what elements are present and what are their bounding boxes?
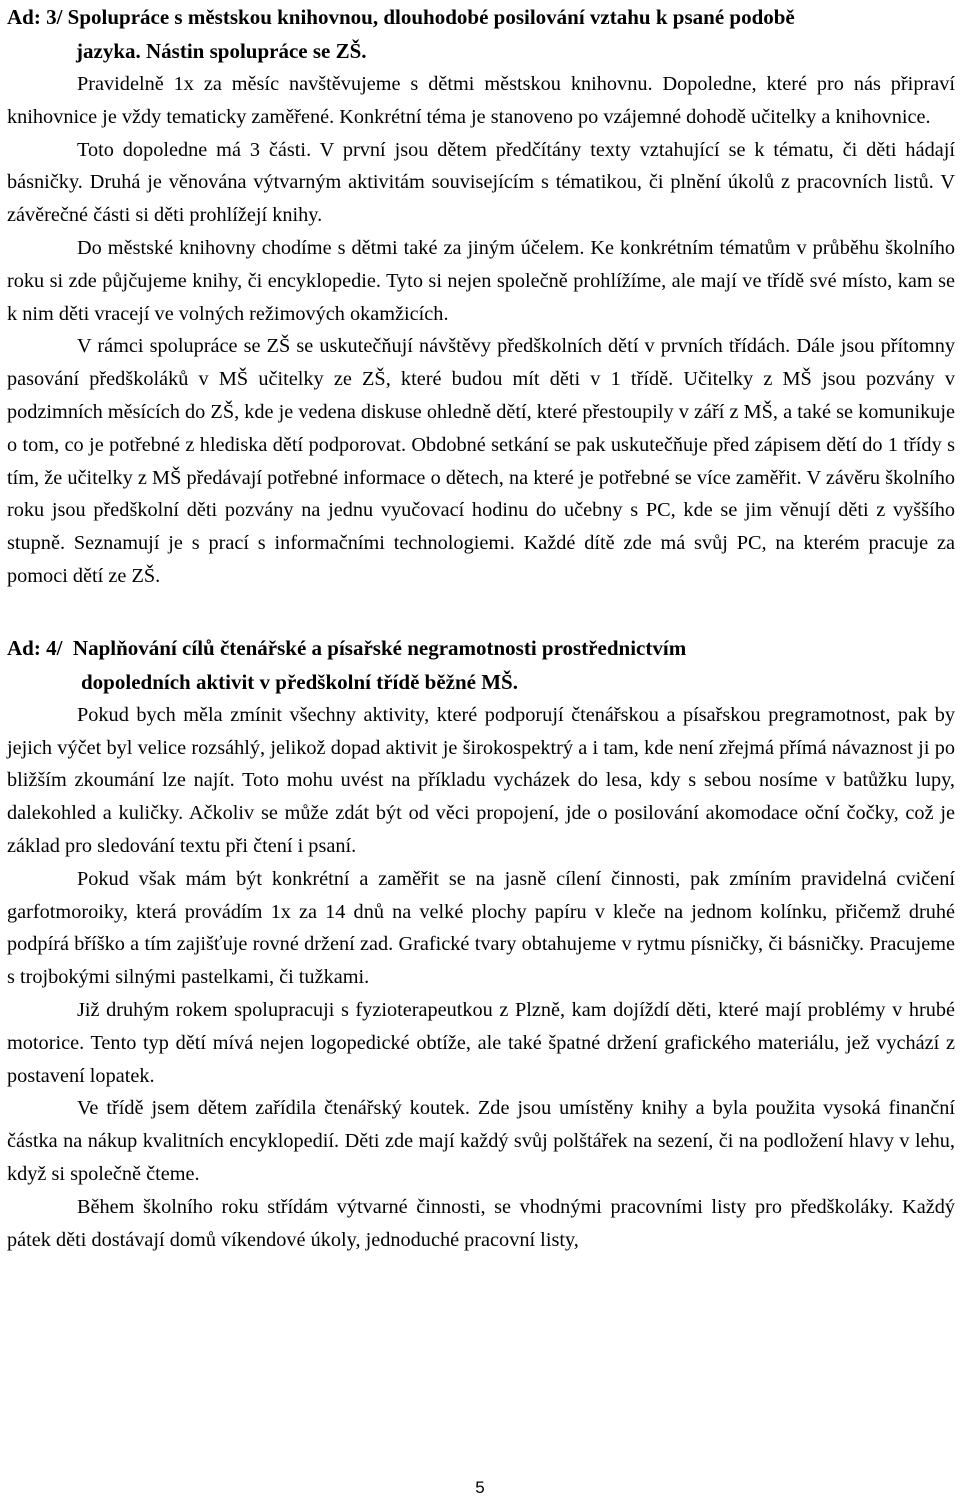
section-3-paragraph: Toto dopoledne má 3 části. V první jsou dětem předčítány texty vztahující se k tématu, či děti hádají básničky. Druhá je věnována výtvarným aktivitám souvisejícím s tématikou, či plnění úkolů z pracovních listů. V závěrečné části si děti prohlížejí knihy. xyxy=(7,138,955,227)
section-4-paragraph: Pokud bych měla zmínit všechny aktivity, které podporují čtenářskou a písařskou pregramotnost, pak by jejich výčet byl velice rozsáhlý, jelikož dopad aktivit je širokospektrý a i tam, kde není zřejmá přímá návaznost ji po bližším zkoumání lze najít. Toto mohu uvést na příkladu vycházek do lesa, kdy s sebou nosíme v batůžku lupy, dalekohled a kuličky. Ačkoliv se může zdát být od věci propojení, jde o posilování akomodace oční čočky, což je základ pro sledování textu při čtení i psaní. xyxy=(7,703,955,857)
section-4-paragraph: Ve třídě jsem dětem zařídila čtenářský koutek. Zde jsou umístěny knihy a byla použita vysoká finanční částka na nákup kvalitních encyklopedií. Děti zde mají každý svůj polštářek na sezení, či na podložení hlavy v lehu, když si společně čteme. xyxy=(7,1097,955,1185)
page-number: 5 xyxy=(475,1478,485,1497)
section-4-paragraph: Pokud však mám být konkrétní a zaměřit se na jasně cílení činnosti, pak zmíním pravidelná cvičení garfotmoroiky, která provádím 1x za 14 dnů na velké plochy papíru v kleče na jednom kolínku, přičemž druhé podpírá bříško a tím zajišťuje rovné držení zad. Grafické tvary obtahujeme v rytmu písničky, či básničky. Pracujeme s trojbokými silnými pastelkami, či tužkami. xyxy=(7,867,955,989)
section-3-paragraph: Pravidelně 1x za měsíc navštěvujeme s dětmi městskou knihovnu. Dopoledne, které pro nás připraví knihovnice je vždy tematicky zaměřené. Konkrétní téma je stanoveno po vzájemné dohodě učitelky a knihovnice. xyxy=(7,73,955,128)
section-4 xyxy=(7,631,955,1257)
section-3-heading-line-2: jazyka. Nástin spolupráce se ZŠ. xyxy=(76,39,367,63)
section-3-paragraph: Do městské knihovny chodíme s dětmi také za jiným účelem. Ke konkrétním tématům v průběhu školního roku si zde půjčujeme knihy, či encyklopedie. Tyto si nejen společně prohlížíme, ale mají ve třídě své místo, kam se k nim děti vracejí ve volných režimových okamžicích. xyxy=(7,236,955,325)
section-4-heading-line-1: Ad: 4/ Naplňování cílů čtenářské a písařské negramotnosti prostřednictvím xyxy=(7,635,687,660)
section-3-heading-line-1: Ad: 3/ Spolupráce s městskou knihovnou, dlouhodobé posilování vztahu k psané podobě xyxy=(7,5,795,29)
section-3-paragraph: V rámci spolupráce se ZŠ se uskutečňují návštěvy předškolních dětí v prvních třídách. Dále jsou přítomny pasování předškoláků v MŠ učitelky ze ZŠ, které budou mít děti v 1 třídě. Učitelky z MŠ jsou pozvány v podzimních měsících do ZŠ, kde je vedena diskuse ohledně dětí, které přestoupily v září z MŠ, a také se komunikuje o tom, co je potřebné z hlediska dětí podporovat. Obdobné setkání se pak uskutečňuje před zápisem dětí do 1 třídy s tím, že učitelky z MŠ předávají potřebné informace o dětech, na které je potřebné se více zaměřit. V závěru školního roku jsou předškolní děti pozvány na jednu vyučovací hodinu do učebny s PC, kde se jim věnují děti z vyššího stupně. Seznamují je s prací s informačními technologiemi. Každé dítě zde má svůj PC, na kterém pracuje za pomoci dětí ze ZŠ. xyxy=(7,335,955,587)
section-4-heading-line-2: dopoledních aktivit v předškolní třídě běžné MŠ. xyxy=(81,669,518,694)
section-4-paragraph: Již druhým rokem spolupracuji s fyzioterapeutkou z Plzně, kam dojíždí děti, které mají problémy v hrubé motorice. Tento typ dětí mívá nejen logopedické obtíže, ale také špatné držení grafického materiálu, jež vychází z postavení lopatek. xyxy=(7,998,955,1087)
section-4-paragraph: Během školního roku střídám výtvarné činnosti, se vhodnými pracovními listy pro předškoláky. Každý pátek děti dostávají domů víkendové úkoly, jednoduché pracovní listy, xyxy=(7,1195,955,1251)
document-page xyxy=(7,0,955,1256)
section-3 xyxy=(7,0,955,593)
